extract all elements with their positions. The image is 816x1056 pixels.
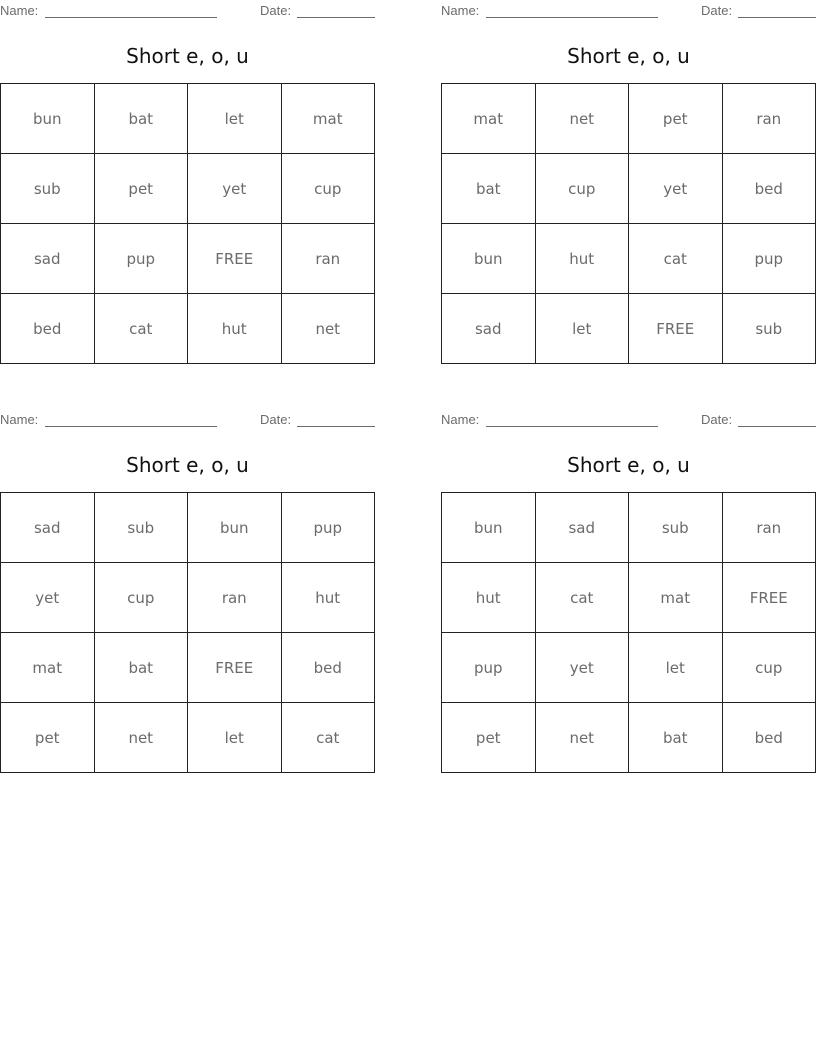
name-blank-line[interactable] — [45, 4, 217, 18]
grid-row — [442, 633, 816, 703]
grid-cell[interactable]: pup — [442, 633, 536, 703]
grid-cell[interactable]: mat — [442, 84, 536, 154]
grid-cell[interactable]: yet — [629, 154, 723, 224]
grid-cell[interactable]: cup — [94, 563, 188, 633]
date-blank-line[interactable] — [738, 4, 816, 18]
grid-row — [442, 294, 816, 364]
grid-cell[interactable]: hut — [442, 563, 536, 633]
grid-cell[interactable]: bat — [629, 703, 723, 773]
grid-cell[interactable]: pet — [629, 84, 723, 154]
grid-cell[interactable]: yet — [188, 154, 282, 224]
grid-cell[interactable]: pet — [94, 154, 188, 224]
grid-cell[interactable]: ran — [188, 563, 282, 633]
grid-cell[interactable]: sub — [629, 493, 723, 563]
name-date-header — [0, 412, 375, 428]
grid-row — [442, 154, 816, 224]
date-blank-line[interactable] — [297, 4, 375, 18]
grid-cell[interactable]: sad — [442, 294, 536, 364]
grid-row — [442, 224, 816, 294]
grid-row — [442, 493, 816, 563]
free-space-cell[interactable]: FREE — [629, 294, 723, 364]
grid-cell[interactable]: pet — [442, 703, 536, 773]
date-blank-line[interactable] — [297, 413, 375, 427]
grid-cell[interactable]: pet — [1, 703, 95, 773]
name-date-header — [0, 3, 375, 19]
card-title: Short e, o, u — [567, 44, 690, 68]
grid-cell[interactable]: bat — [94, 633, 188, 703]
name-date-header — [441, 412, 816, 428]
grid-cell[interactable]: bed — [722, 154, 816, 224]
grid-cell[interactable]: bun — [442, 493, 536, 563]
grid-cell[interactable]: mat — [1, 633, 95, 703]
bingo-card-2 — [441, 0, 816, 338]
grid-cell[interactable]: sad — [1, 224, 95, 294]
date-label: Date: — [260, 3, 292, 18]
date-label: Date: — [260, 412, 292, 427]
grid-cell[interactable]: hut — [188, 294, 282, 364]
bingo-grid — [0, 492, 375, 773]
grid-cell[interactable]: yet — [535, 633, 629, 703]
name-blank-line[interactable] — [486, 413, 658, 427]
grid-cell[interactable]: pup — [94, 224, 188, 294]
grid-cell[interactable]: bed — [722, 703, 816, 773]
grid-cell[interactable]: sad — [535, 493, 629, 563]
grid-cell[interactable]: hut — [535, 224, 629, 294]
grid-cell[interactable]: bun — [188, 493, 282, 563]
grid-cell[interactable]: sub — [94, 493, 188, 563]
grid-cell[interactable]: let — [535, 294, 629, 364]
bingo-grid — [0, 83, 375, 364]
grid-cell[interactable]: ran — [722, 493, 816, 563]
grid-row — [1, 154, 375, 224]
grid-row — [1, 84, 375, 154]
grid-cell[interactable]: pup — [281, 493, 375, 563]
grid-cell[interactable]: sub — [1, 154, 95, 224]
grid-cell[interactable]: let — [629, 633, 723, 703]
grid-cell[interactable]: mat — [281, 84, 375, 154]
name-label: Name: — [0, 412, 39, 427]
grid-cell[interactable]: cat — [629, 224, 723, 294]
name-date-header — [441, 3, 816, 19]
grid-cell[interactable]: cup — [722, 633, 816, 703]
bingo-grid — [441, 83, 816, 364]
grid-cell[interactable]: pup — [722, 224, 816, 294]
grid-cell[interactable]: mat — [629, 563, 723, 633]
grid-cell[interactable]: bed — [281, 633, 375, 703]
grid-cell[interactable]: net — [535, 84, 629, 154]
grid-cell[interactable]: ran — [281, 224, 375, 294]
grid-row — [442, 563, 816, 633]
grid-cell[interactable]: ran — [722, 84, 816, 154]
grid-cell[interactable]: bed — [1, 294, 95, 364]
bingo-grid — [441, 492, 816, 773]
bingo-card-1 — [0, 0, 375, 338]
grid-cell[interactable]: bun — [1, 84, 95, 154]
grid-row — [1, 493, 375, 563]
date-blank-line[interactable] — [738, 413, 816, 427]
grid-row — [1, 563, 375, 633]
grid-cell[interactable]: cup — [535, 154, 629, 224]
date-label: Date: — [701, 3, 733, 18]
grid-cell[interactable]: net — [281, 294, 375, 364]
grid-row — [1, 294, 375, 364]
grid-cell[interactable]: bun — [442, 224, 536, 294]
grid-row — [1, 703, 375, 773]
free-space-cell[interactable]: FREE — [188, 633, 282, 703]
bingo-card-3 — [0, 409, 375, 747]
grid-row — [1, 224, 375, 294]
grid-cell[interactable]: cat — [94, 294, 188, 364]
grid-cell[interactable]: hut — [281, 563, 375, 633]
bingo-card-4 — [441, 409, 816, 747]
grid-row — [442, 84, 816, 154]
free-space-cell[interactable]: FREE — [188, 224, 282, 294]
name-label: Name: — [441, 412, 480, 427]
name-label: Name: — [0, 3, 39, 18]
date-label: Date: — [701, 412, 733, 427]
grid-cell[interactable]: cat — [535, 563, 629, 633]
grid-row — [1, 633, 375, 703]
grid-cell[interactable]: cup — [281, 154, 375, 224]
grid-row — [442, 703, 816, 773]
card-title: Short e, o, u — [126, 453, 249, 477]
grid-cell[interactable]: let — [188, 84, 282, 154]
grid-cell[interactable]: cat — [281, 703, 375, 773]
name-label: Name: — [441, 3, 480, 18]
grid-cell[interactable]: sub — [722, 294, 816, 364]
name-blank-line[interactable] — [45, 413, 217, 427]
grid-cell[interactable]: net — [94, 703, 188, 773]
name-blank-line[interactable] — [486, 4, 658, 18]
grid-cell[interactable]: sad — [1, 493, 95, 563]
free-space-cell[interactable]: FREE — [722, 563, 816, 633]
card-title: Short e, o, u — [126, 44, 249, 68]
card-title: Short e, o, u — [567, 453, 690, 477]
grid-cell[interactable]: net — [535, 703, 629, 773]
grid-cell[interactable]: bat — [442, 154, 536, 224]
grid-cell[interactable]: yet — [1, 563, 95, 633]
grid-cell[interactable]: let — [188, 703, 282, 773]
grid-cell[interactable]: bat — [94, 84, 188, 154]
